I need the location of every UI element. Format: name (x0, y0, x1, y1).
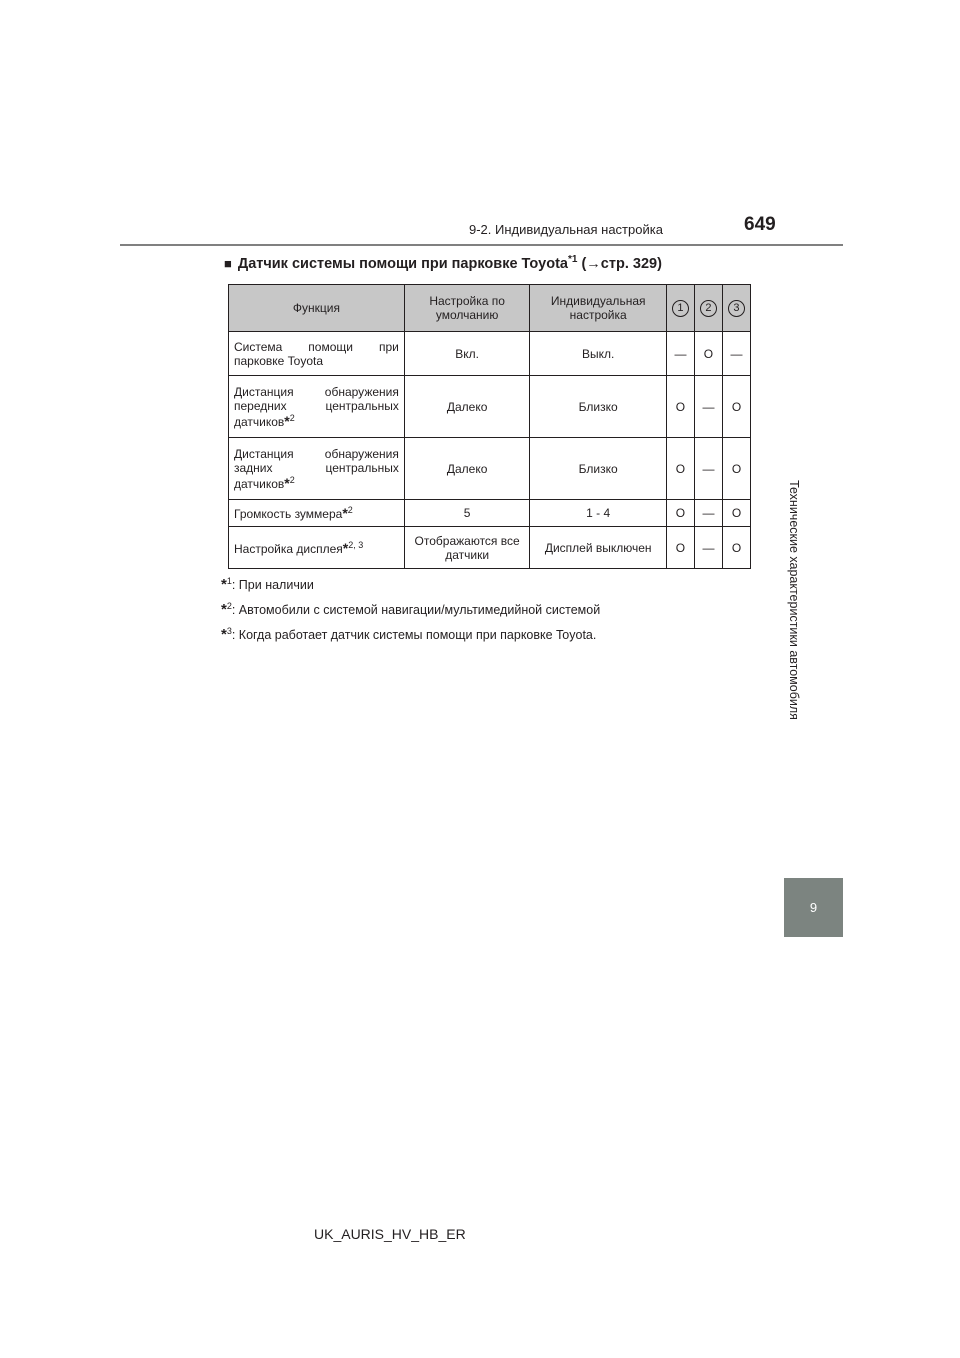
function-note: 2 (289, 412, 295, 423)
footnote-text: : Когда работает датчик системы помощи при парковке Toyota. (231, 628, 597, 643)
header-divider (120, 244, 843, 246)
section-title-note: *1 (568, 254, 578, 265)
header-col-2 (694, 285, 722, 332)
asterisk-icon: * (221, 626, 227, 644)
asterisk-icon: * (221, 601, 227, 619)
row-function (229, 500, 405, 527)
row-mark-1: O (666, 500, 694, 527)
footnote-item (221, 576, 600, 593)
section-title-ref: (→стр. 329) (577, 255, 662, 272)
row-default: Вкл. (404, 332, 530, 376)
row-custom: Дисплей выключен (530, 527, 667, 569)
row-mark-3: — (722, 332, 750, 376)
footnote-item (221, 626, 600, 643)
header-custom: Индивидуальная настройка (530, 285, 667, 332)
table-row (229, 376, 751, 438)
asterisk-icon: * (342, 539, 349, 556)
footnote-text: : Автомобили с системой навигации/мультимедийной системой (231, 603, 601, 618)
section-bullet-icon: ■ (224, 255, 232, 271)
row-custom: Близко (530, 376, 667, 438)
footnote-text: : При наличии (231, 578, 314, 593)
function-text: Дистанция обнаружения задних центральных датчиков (234, 446, 399, 491)
row-mark-3: O (722, 527, 750, 569)
circled-2-icon: 2 (700, 300, 717, 317)
section-title (224, 254, 662, 272)
function-text: Система помощи при парковке Toyota (234, 339, 399, 368)
row-mark-1: O (666, 438, 694, 500)
circled-1-icon: 1 (672, 300, 689, 317)
row-mark-2: O (694, 332, 722, 376)
table-row (229, 438, 751, 500)
footnote-number: 3 (226, 626, 232, 637)
row-function (229, 332, 405, 376)
footnotes (221, 576, 600, 651)
header-section-title: 9-2. Индивидуальная настройка (469, 222, 663, 237)
row-default: Далеко (404, 376, 530, 438)
footnote-number: 1 (226, 576, 232, 586)
page-number: 649 (744, 214, 776, 235)
row-mark-2: — (694, 500, 722, 527)
document-code: UK_AURIS_HV_HB_ER (314, 1226, 466, 1242)
row-custom: Близко (530, 438, 667, 500)
row-function (229, 438, 405, 500)
header-default: Настройка по умолчанию (404, 285, 530, 332)
header-function: Функция (229, 285, 405, 332)
function-text: Настройка дисплея (234, 541, 343, 556)
table-row (229, 527, 751, 569)
row-mark-2: — (694, 438, 722, 500)
header-col-1 (666, 285, 694, 332)
side-tab-label: Технические характеристики автомобиля (787, 480, 801, 720)
row-mark-3: O (722, 438, 750, 500)
asterisk-icon: * (284, 474, 290, 491)
row-default: Отображаются все датчики (404, 527, 530, 569)
row-mark-2: — (694, 376, 722, 438)
settings-table (228, 284, 751, 569)
chapter-number: 9 (809, 900, 818, 915)
row-function (229, 376, 405, 438)
footnote-item (221, 601, 600, 618)
section-title-text: Датчик системы помощи при парковке Toyota (237, 255, 568, 272)
row-custom: 1 - 4 (530, 500, 667, 527)
table-row (229, 500, 751, 527)
row-default: 5 (404, 500, 530, 527)
asterisk-icon: * (284, 412, 290, 429)
function-note: 2, 3 (348, 539, 364, 550)
asterisk-icon: * (221, 576, 227, 594)
table-header-row (229, 285, 751, 332)
row-mark-2: — (694, 527, 722, 569)
function-note: 2 (289, 474, 295, 485)
row-default: Далеко (404, 438, 530, 500)
row-custom: Выкл. (530, 332, 667, 376)
header-col-3 (722, 285, 750, 332)
circled-3-icon: 3 (728, 300, 745, 317)
footnote-number: 2 (226, 601, 232, 612)
row-mark-3: O (722, 376, 750, 438)
row-mark-3: O (722, 500, 750, 527)
chapter-tab (784, 878, 843, 937)
table-row (229, 332, 751, 376)
function-text: Дистанция обнаружения передних центральных датчиков (234, 384, 399, 429)
row-function (229, 527, 405, 569)
row-mark-1: O (666, 376, 694, 438)
function-note: 2 (347, 505, 353, 515)
asterisk-icon: * (342, 505, 348, 521)
function-text: Громкость зуммера (234, 507, 343, 521)
row-mark-1: — (666, 332, 694, 376)
row-mark-1: O (666, 527, 694, 569)
